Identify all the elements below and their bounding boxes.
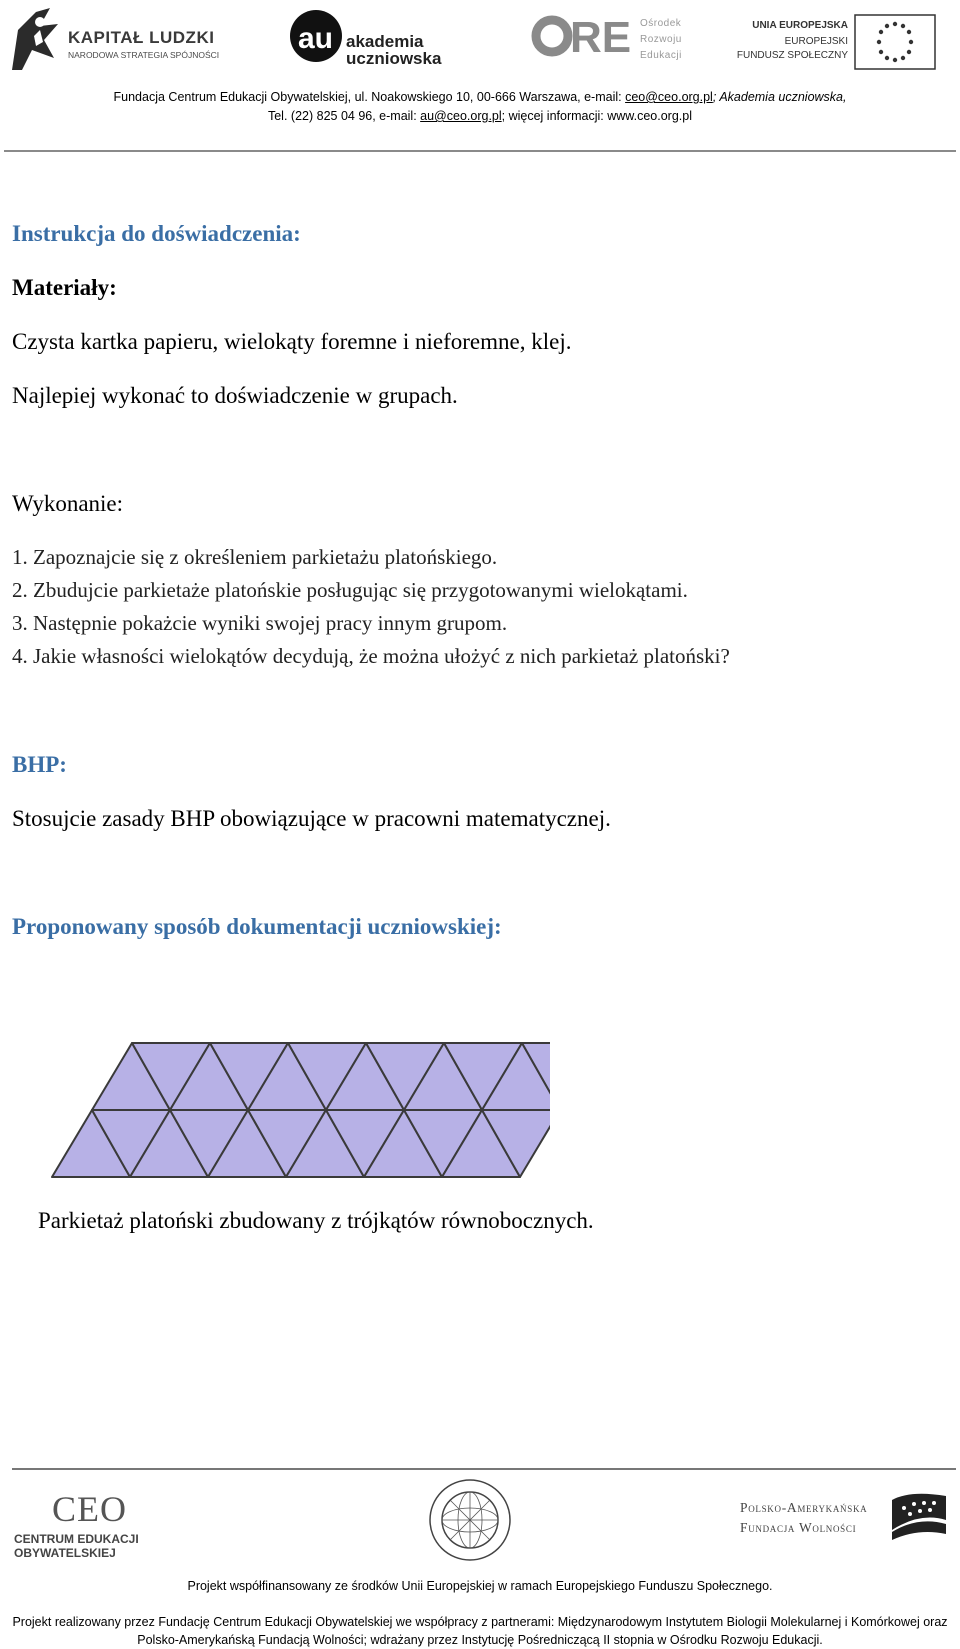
footer-project-line-1: Projekt realizowany przez Fundację Centrum Edukacji Obywatelskiej we współpracy z partnerami: Międzynarodowym Instytutem Biologii Molekularnej i Komórkowej oraz (12, 1615, 948, 1629)
step-item-3: 3. Następnie pokażcie wyniki swojej pracy innym grupom. (12, 611, 508, 635)
step-item-2: 2. Zbudujcie parkietaże platońskie posługując się przygotowanymi wielokątami. (12, 578, 688, 602)
svg-text:RE: RE (570, 13, 632, 62)
header-contact (0, 88, 960, 126)
pafw-line-2: Fundacja Wolności (740, 1520, 857, 1535)
header-logos (0, 0, 960, 80)
ore-line-3: Edukacji (640, 50, 682, 61)
footer-cofinancing-text: Projekt współfinansowany ze środków Unii Europejskiej w ramach Europejskiego Funduszu Społecznego. (187, 1579, 773, 1593)
triangle-tiling-image (40, 1005, 550, 1185)
figure-caption: Parkietaż platoński zbudowany z trójkątów równobocznych. (38, 1208, 594, 1233)
au-email-link[interactable]: au@ceo.org.pl (420, 109, 502, 123)
bhp-heading: BHP: (12, 752, 67, 777)
contact-line-2 (0, 107, 960, 126)
triangle-tiling-figure (40, 1005, 550, 1185)
eu-line-3: FUNDUSZ SPOŁECZNY (736, 50, 848, 61)
molecular-biology-seal-icon (428, 1478, 512, 1562)
contact-line-2-suffix: ; więcej informacji: www.ceo.org.pl (501, 109, 693, 123)
ore-emblem-icon (530, 6, 638, 66)
pafw-flag-icon (890, 1490, 948, 1542)
ore-logo (530, 6, 690, 74)
ceo-logo-subtitle: CENTRUM EDUKACJI OBYWATELSKIEJ (14, 1532, 139, 1560)
ore-line-2: Rozwoju (640, 34, 682, 45)
akademia-label: akademia (346, 32, 424, 51)
footer-project-line-2: Polsko-Amerykańską Fundacją Wolności; wdrażany przez Instytucję Pośredniczącą II stopnia w Ośrodku Rozwoju Edukacji. (137, 1633, 823, 1647)
au-emblem-icon (288, 6, 344, 70)
contact-line-1-suffix: ; Akademia uczniowska, (712, 90, 847, 104)
pafw-logo (740, 1490, 950, 1550)
ore-line-1: Ośrodek (640, 18, 682, 29)
step-item-1: 1. Zapoznajcie się z określeniem parkietażu platońskiego. (12, 545, 498, 569)
footer-divider (12, 1468, 956, 1470)
groups-text: Najlepiej wykonać to doświadczenie w grupach. (12, 383, 458, 408)
kapital-ludzki-subtitle: NARODOWA STRATEGIA SPÓJNOŚCI (68, 50, 220, 60)
eu-flag-icon (854, 14, 936, 70)
svg-text:au: au (298, 22, 334, 55)
eu-line-1: UNIA EUROPEJSKA (752, 20, 848, 31)
kapital-ludzki-emblem-icon (10, 6, 62, 72)
header-divider (4, 150, 956, 152)
kapital-ludzki-title: KAPITAŁ LUDZKI (68, 28, 215, 47)
documentation-heading: Proponowany sposób dokumentacji uczniowskiej: (12, 914, 502, 939)
eu-line-2: EUROPEJSKI (784, 36, 848, 47)
step-item-4: 4. Jakie własności wielokątów decydują, że można ułożyć z nich parkietaż platoński? (12, 644, 730, 668)
materials-heading: Materiały: (12, 275, 117, 300)
kapital-ludzki-logo (10, 6, 225, 74)
bhp-text: Stosujcie zasady BHP obowiązujące w pracowni matematycznej. (12, 806, 611, 831)
ceo-email-link[interactable]: ceo@ceo.org.pl (625, 90, 713, 104)
ceo-logo-mark: CEO (52, 1489, 127, 1529)
ceo-logo (14, 1488, 234, 1560)
pafw-line-1: Polsko-Amerykańska (740, 1500, 868, 1515)
eu-logo (736, 6, 948, 74)
contact-line-1 (0, 88, 960, 107)
materials-text: Czysta kartka papieru, wielokąty foremne i nieforemne, klej. (12, 329, 572, 354)
iimcb-seal-logo (428, 1478, 512, 1562)
procedure-heading: Wykonanie: (12, 491, 124, 516)
instruction-heading: Instrukcja do doświadczenia: (12, 221, 301, 246)
contact-line-1-text: Fundacja Centrum Edukacji Obywatelskiej, ul. Noakowskiego 10, 00-666 Warszawa, e-mail: (113, 90, 626, 104)
uczniowska-label: uczniowska (346, 49, 442, 68)
footer-project-text (0, 1613, 960, 1649)
akademia-uczniowska-logo (288, 6, 442, 74)
contact-line-2-text: Tel. (22) 825 04 96, e-mail: (267, 109, 421, 123)
